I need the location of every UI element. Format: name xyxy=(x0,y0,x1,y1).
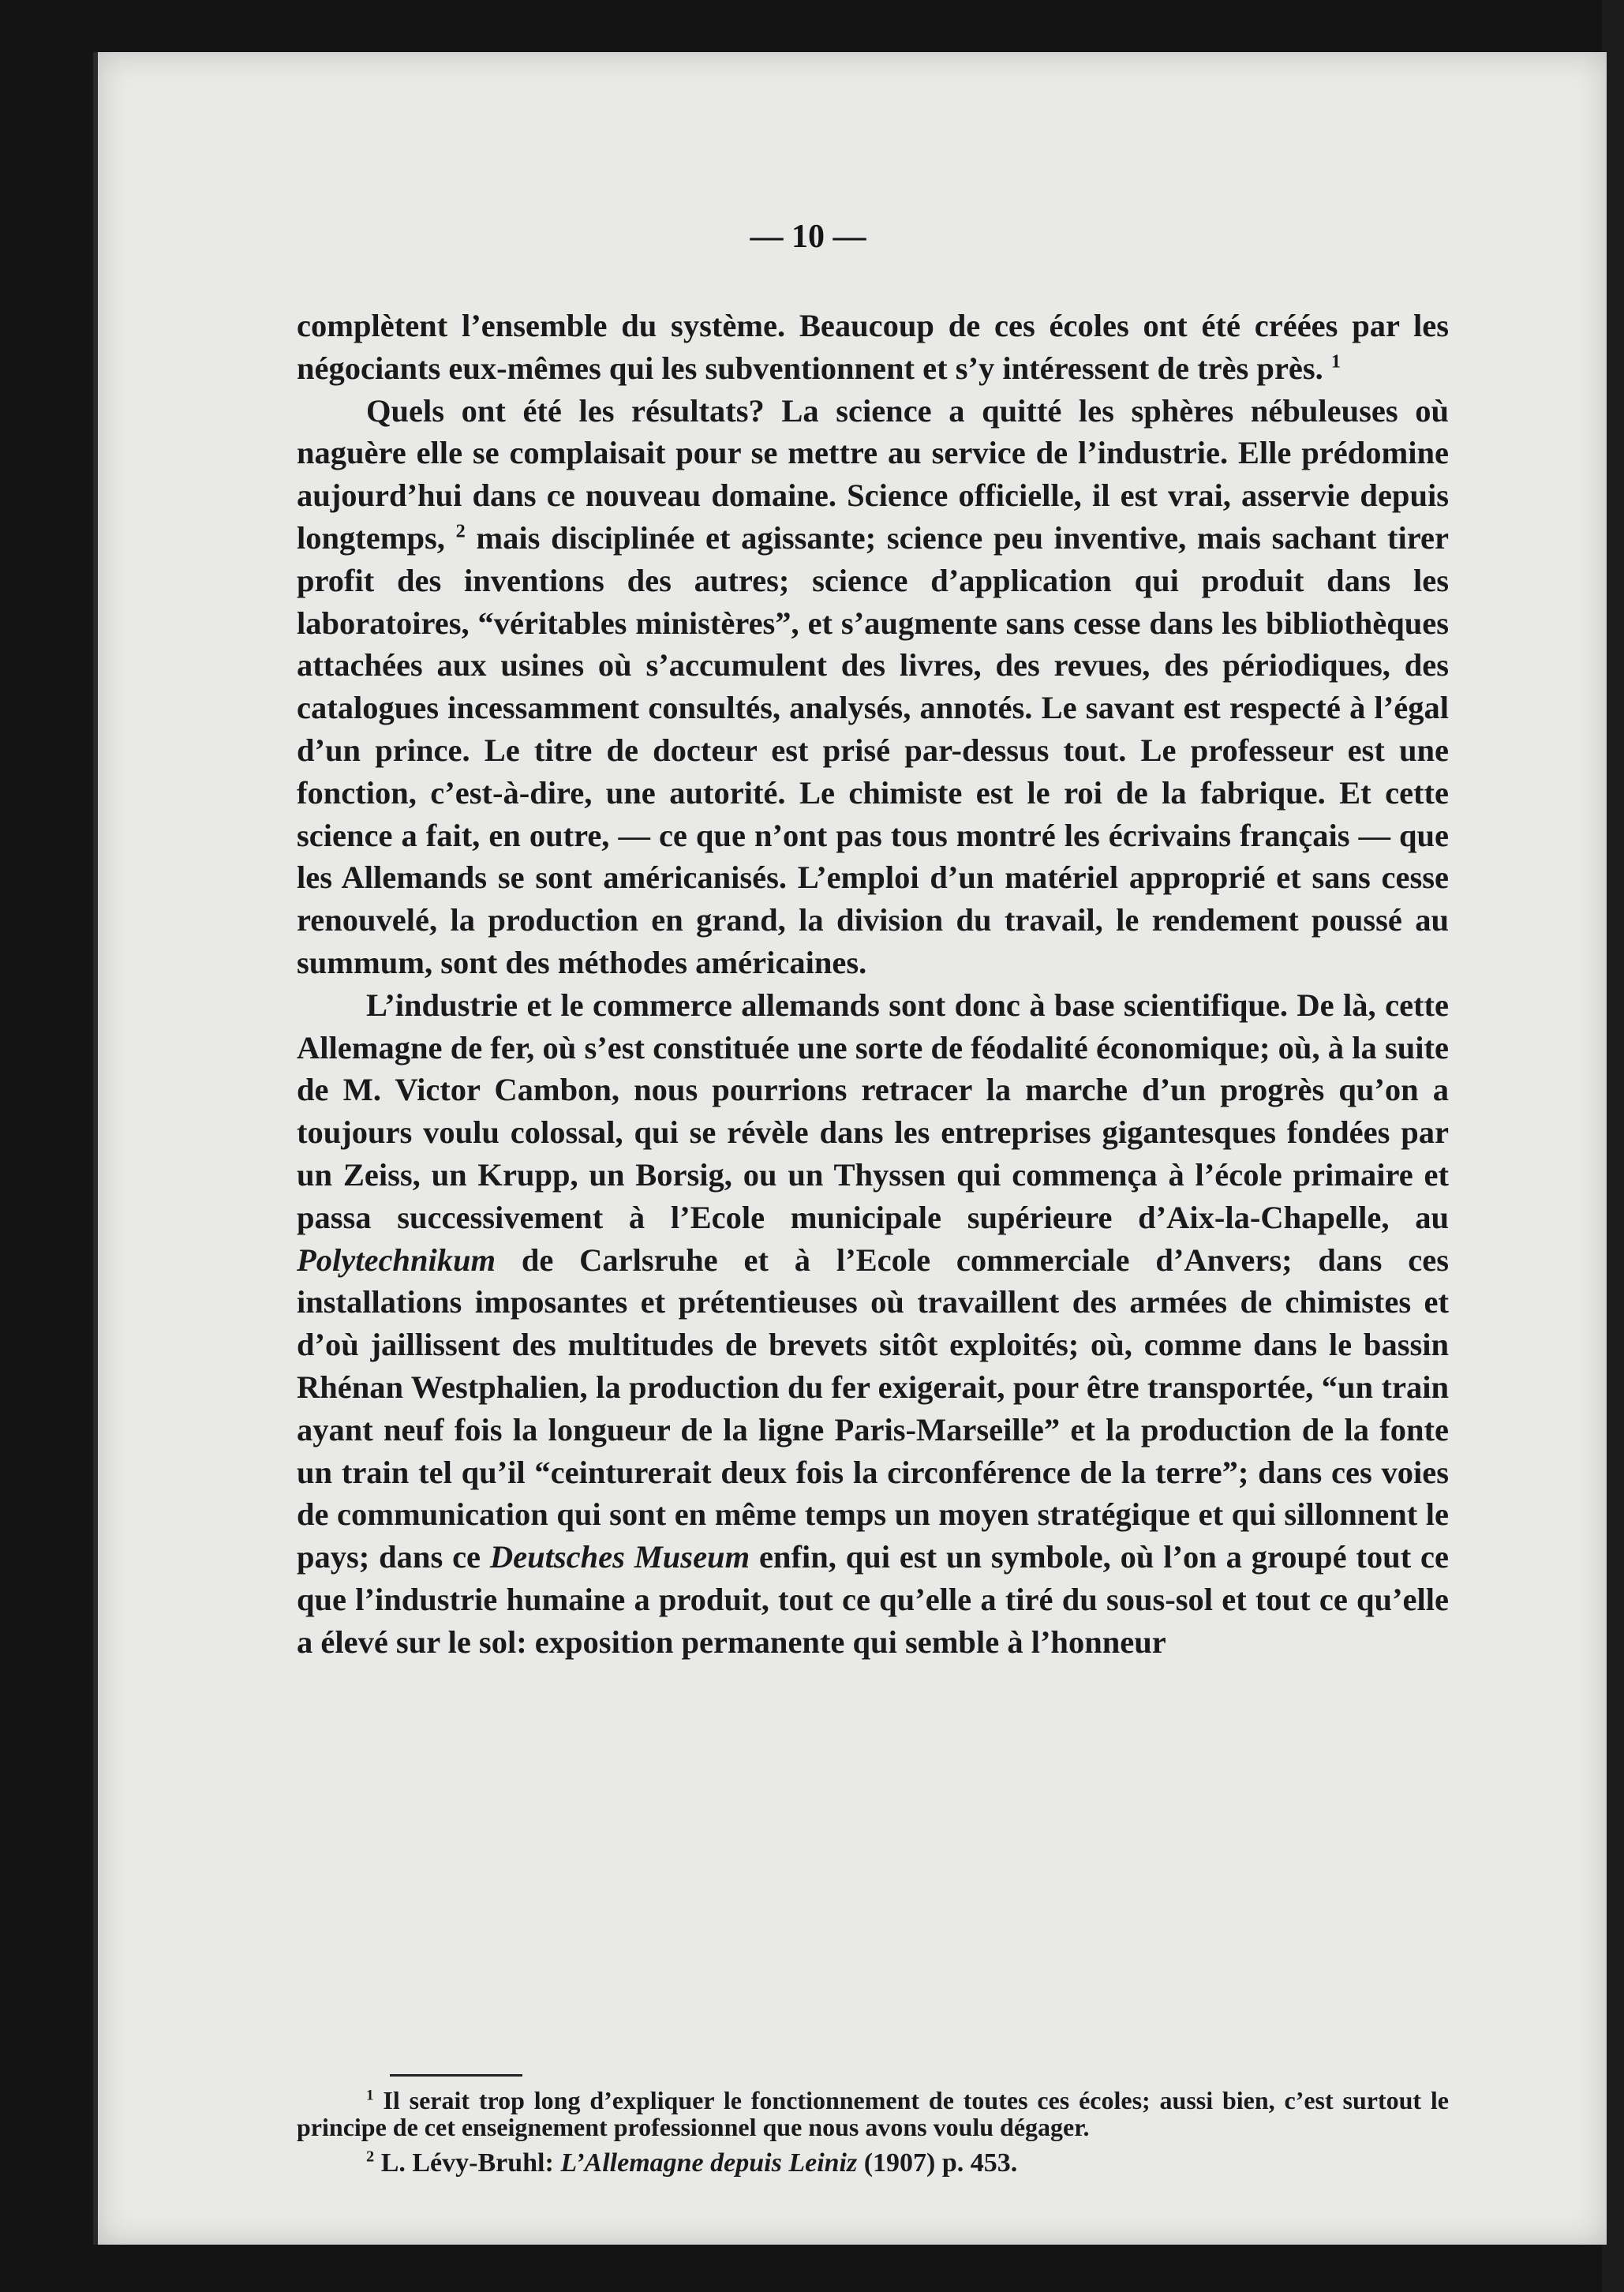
text-run: L’industrie et le commerce allemands sont donc à base scientifique. De là, cette Allemagne de fer, où s’est constituée une sorte de féodalité économique; où, à la suite de M. Victor Cambon, nous pourrions retracer la marche d’un progrès qu’on a toujours voulu colossal, qui se révèle dans les entreprises gigantesques fondées par un Zeiss, un Krupp, un Borsig, ou un Thyssen qui commença à l’école primaire et passa successivement à l’Ecole municipale supérieure d’Aix-la-Chapelle, au xyxy=(297,987,1449,1235)
body-text xyxy=(297,305,1449,1664)
footnote-rule xyxy=(390,2074,522,2077)
text-run: L. Lévy-Bruhl: xyxy=(374,2148,561,2178)
text-run: (1907) p. 453. xyxy=(857,2148,1018,2178)
footnote-reference: 2 xyxy=(455,520,466,542)
footnote xyxy=(297,2087,1449,2140)
italic-title: L’Allemagne depuis Leiniz xyxy=(560,2148,858,2178)
italic-title: Polytechnikum xyxy=(297,1242,496,1278)
text-run: mais disciplinée et agissante; science peu inventive, mais sachant tirer profit des inventions des autres; science d’application qui produit dans les laboratoires, “véritables ministères”, et s’augmente sans cesse dans les bibliothèques attachées aux usines où s’accumulent des livres, des revues, des périodiques, des catalogues incessamment consultés, analysés, annotés. Le savant est respecté à l’égal d’un prince. Le titre de docteur est prisé par-dessus tout. Le professeur est une fonction, c’est-à-dire, une autorité. Le chimiste est le roi de la fabrique. Et cette science a fait, en outre, — ce que n’ont pas tous montré les écrivains français — que les Allemands se sont américanisés. L’emploi d’un matériel approprié et sans cesse renouvelé, la production en grand, la division du travail, le rendement poussé au summum, sont des méthodes américaines. xyxy=(297,519,1449,980)
footnotes xyxy=(297,2087,1449,2177)
book-page xyxy=(93,52,1607,2245)
italic-title: Deutsches Museum xyxy=(489,1539,750,1575)
text-run: Quels ont été les résultats? La science a quitté les sphères nébuleuses où naguère elle se complaisait pour se mettre au service de l’industrie. Elle prédomine aujourd’hui dans ce nouveau domaine. Science officielle, il est vrai, asservie depuis longtemps, xyxy=(297,392,1449,556)
footnote-marker: 2 xyxy=(366,2148,375,2166)
footnote-marker: 1 xyxy=(366,2087,374,2104)
text-run: de Carlsruhe et à l’Ecole commerciale d’Anvers; dans ces installations imposantes et prétentieuses où travaillent des armées de chimistes et d’où jaillissent des multitudes de brevets sitôt exploités; où, comme dans le bassin Rhénan Westphalien, la production du fer exigerait, pour être transportée, “un train ayant neuf fois la longueur de la ligne Paris-Marseille” et la production de la fonte un train tel qu’il “ceinturerait deux fois la circonférence de la terre”; dans ces voies de communication qui sont en même temps un moyen stratégique et qui sillonnent le pays; dans ce xyxy=(297,1242,1449,1575)
paragraph xyxy=(297,305,1449,390)
footnote-reference: 1 xyxy=(1330,350,1341,373)
text-run: complètent l’ensemble du système. Beaucoup de ces écoles ont été créées par les négociants eux-mêmes qui les subventionnent et s’y intéressent de très près. xyxy=(297,308,1449,386)
paragraph xyxy=(297,984,1449,1664)
page-number: — 10 — xyxy=(750,219,866,255)
paragraph xyxy=(297,390,1449,984)
text-run: enfin, qui est un symbole, où l’on a groupé tout ce que l’industrie humaine a produit, tout ce qu’elle a tiré du sous-sol et tout ce qu’elle a élevé sur le sol: exposition permanente qui semble à l’honneur xyxy=(297,1539,1449,1660)
footnote xyxy=(297,2150,1449,2177)
text-run: Il serait trop long d’expliquer le fonctionnement de toutes ces écoles; aussi bien, c’est surtout le principe de cet enseignement professionnel que nous avons voulu dégager. xyxy=(297,2086,1449,2141)
